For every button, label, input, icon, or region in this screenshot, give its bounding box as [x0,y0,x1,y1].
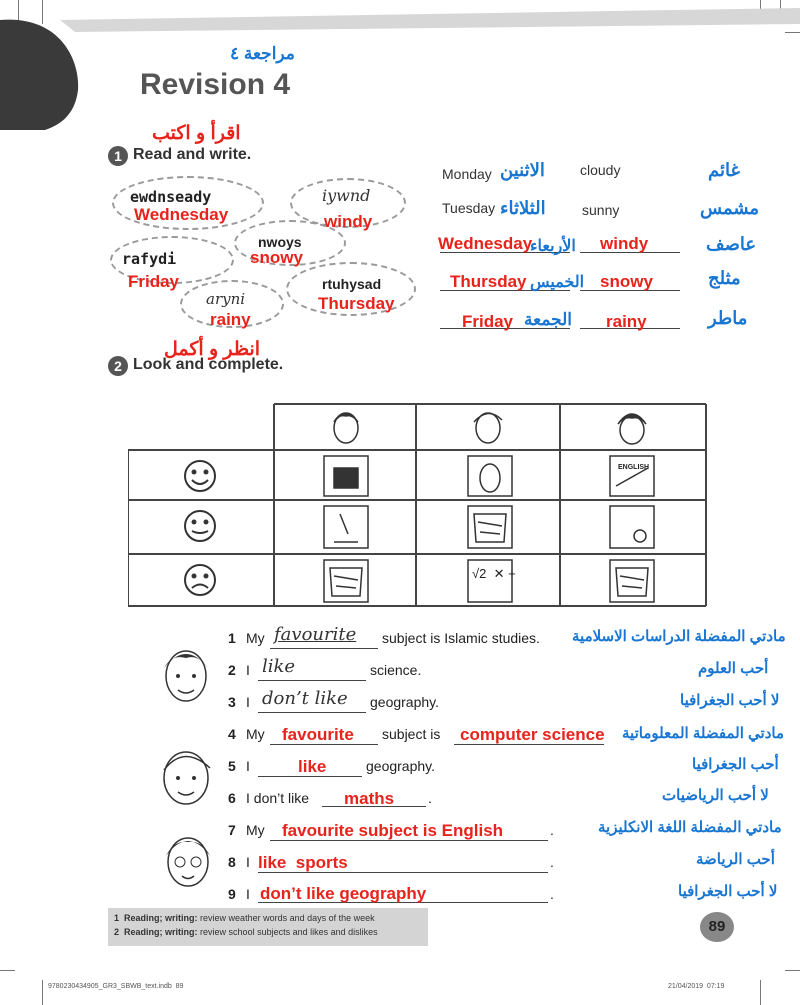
weather-answer: rainy [606,312,647,331]
sentence-text: My [246,630,265,646]
map-icon [468,506,512,548]
sentence-arabic: مادتي المفضلة الدراسات الاسلامية [572,628,786,645]
weather-answer: windy [600,234,649,253]
sentence-number: 9 [228,886,236,902]
sentence-text: My [246,822,265,838]
sentence-text: I [246,694,250,710]
day-arabic: الخميس [530,274,585,291]
boy-portrait-1 [150,640,220,710]
scramble-answer: rainy [210,310,251,329]
scramble-answer: Thursday [318,294,395,313]
answer: computer science [460,725,605,744]
day-label: Tuesday [442,200,496,216]
answer-line [258,680,366,681]
sentence-text: . [550,854,554,870]
sentence-number: 6 [228,790,236,806]
section2-arabic-title: انظر و أكمل [164,339,261,360]
sentence-text: subject is Islamic studies. [382,630,540,646]
boy-portrait-2 [150,740,220,816]
sentence-arabic: لا أحب الجغرافيا [680,692,780,709]
scramble-word: ewdnseady [130,188,212,206]
sports-icon [610,506,654,548]
sentence-text: I [246,886,250,902]
sentence-text: . [428,790,432,806]
scramble-word: iywnd [322,186,371,205]
sentence-arabic: لا أحب الجغرافيا [678,883,778,900]
answer: favourite subject is English [282,821,504,840]
sentence-text: . [550,822,554,838]
weather-arabic: مثلج [708,268,741,288]
weather-word: cloudy [580,162,621,178]
sad-face-icon [185,565,215,595]
scramble-answer: windy [324,212,373,231]
computer-mouse-icon [468,456,512,496]
english-book-label: ENGLISH [618,464,650,471]
subjects-table [128,398,708,608]
handwritten-answer: like [262,656,296,677]
day-label: Monday [442,166,492,182]
handwritten-answer: favourite [274,624,357,645]
sentence-text: I [246,758,250,774]
sentence-arabic: أحب الجغرافيا [692,756,779,773]
sentence-text: I [246,662,250,678]
weather-arabic: عاصف [706,234,757,254]
day-arabic: الاثنين [500,160,545,180]
header-band [0,0,800,140]
map-icon [324,560,368,602]
boy-portrait-3 [156,826,220,896]
day-arabic: الثلاثاء [500,198,546,218]
scramble-answer: Wednesday [134,205,229,224]
crop-mark [42,980,43,1005]
scramble-answer: Friday [128,272,180,291]
day-arabic: الأربعاء [530,238,576,255]
sentence-text: My [246,726,265,742]
sentence-text: I [246,854,250,870]
day-arabic: الجمعة [524,310,573,329]
sentence-number: 3 [228,694,236,710]
sentence-text: geography. [366,758,436,774]
handwritten-answer: don’t like [262,688,348,709]
sentence-arabic: لا أحب الرياضيات [662,787,769,804]
scramble-answer: snowy [250,248,303,267]
sentence-arabic: أحب العلوم [698,660,769,677]
sentence-text: . [550,886,554,902]
scramble-word: aryni [206,290,246,308]
map-icon [610,560,654,602]
date-info: 21/04/2019 07:19 [668,983,725,990]
crop-mark [0,970,15,971]
neutral-face-icon [185,511,215,541]
answer-line [258,712,366,713]
sentence-number: 5 [228,758,236,774]
weather-arabic: مشمس [700,198,760,218]
section2-title: Look and complete. [133,356,284,373]
answer: favourite [282,725,354,744]
footer-note: 2 Reading; writing: review school subjects and likes and dislikes [114,927,378,937]
crop-mark [760,980,761,1005]
weather-word: sunny [582,202,620,218]
microscope-icon [324,506,368,548]
sentence-number: 7 [228,822,236,838]
answer: like [298,757,327,776]
section1-number: 1 [108,146,128,166]
weather-arabic: غائم [708,160,740,180]
day-answer: Friday [462,312,514,331]
answer: like sports [258,853,348,872]
section2-number: 2 [108,356,128,376]
islamic-studies-icon [324,456,368,496]
answer-line [270,648,378,649]
sentence-number: 8 [228,854,236,870]
day-answer: Wednesday [438,234,533,253]
answer: maths [344,789,395,808]
happy-face-icon [185,461,215,491]
boy-head-3 [618,414,646,444]
scramble-word: rafydi [122,250,177,268]
sentence-text: I don’t like [246,790,310,806]
crop-mark [785,970,800,971]
weather-arabic: ماطر [708,308,748,328]
answer: don’t like geography [260,884,427,903]
boy-head-2 [474,413,502,443]
sentence-text: science. [370,662,422,678]
sentence-arabic: أحب الرياضة [696,851,775,868]
sentence-text: geography. [370,694,440,710]
sentence-arabic: مادتي المفضلة اللغة الانكليزية [598,819,782,836]
file-info: 9780230434905_GR3_SBWB_text.indb 89 [48,983,184,990]
section1-arabic-title: اقرأ و اكتب [152,123,241,144]
boy-head-1 [334,413,358,443]
section1-title: Read and write. [133,146,252,163]
sentence-arabic: مادتي المفضلة المعلوماتية [622,725,785,742]
sentence-number: 2 [228,662,236,678]
sentence-number: 4 [228,726,236,742]
weather-answer: snowy [600,272,653,291]
page-title: Revision 4 [140,68,291,101]
day-answer: Thursday [450,272,527,291]
footer-note: 1 Reading; writing: review weather words and days of the week [114,913,375,923]
header-arabic-title: مراجعة ٤ [230,44,295,63]
maths-symbols: √2 ✕ + [472,566,516,581]
sentence-number: 1 [228,630,236,646]
english-book-icon [610,456,654,496]
page-number: 89 [700,912,734,942]
sentence-text: subject is [382,726,441,742]
scramble-word: rtuhysad [322,276,382,292]
scramble-word: nwoys [258,234,302,250]
